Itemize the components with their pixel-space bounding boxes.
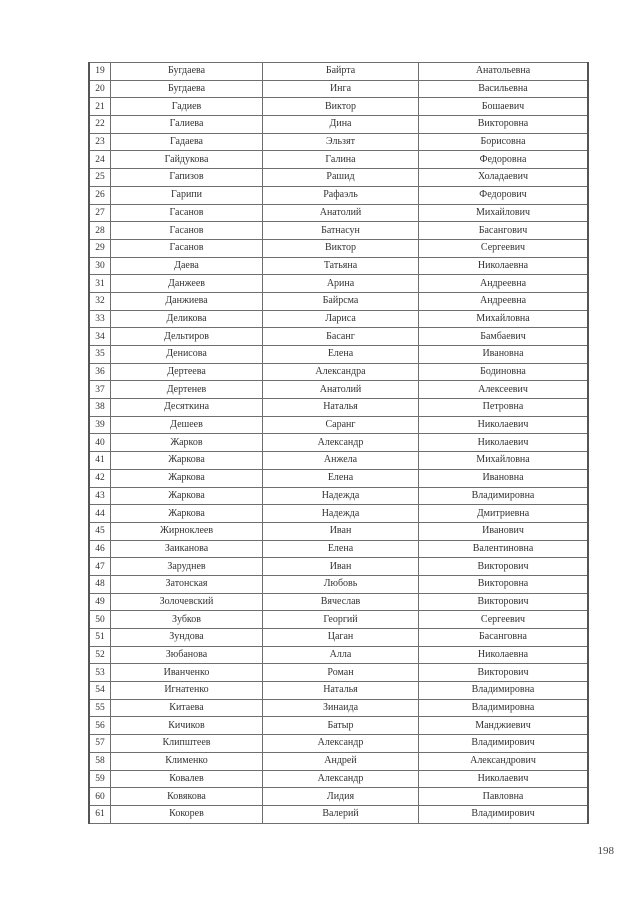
row-number-cell: 54 (89, 682, 111, 700)
patronymic-cell: Басанговна (419, 629, 589, 647)
patronymic-cell: Александрович (419, 752, 589, 770)
patronymic-cell: Николаевна (419, 257, 589, 275)
table-row (89, 310, 588, 328)
last-name-cell: Зундова (111, 629, 263, 647)
name-table (88, 62, 589, 824)
first-name-cell: Инга (263, 80, 419, 98)
patronymic-cell: Иванович (419, 522, 589, 540)
patronymic-cell: Викторович (419, 593, 589, 611)
row-number-cell: 58 (89, 752, 111, 770)
last-name-cell: Жаркова (111, 505, 263, 523)
patronymic-cell: Владимировна (419, 682, 589, 700)
first-name-cell: Цаган (263, 629, 419, 647)
table-row (89, 151, 588, 169)
row-number-cell: 40 (89, 434, 111, 452)
row-number-cell: 43 (89, 487, 111, 505)
patronymic-cell: Федоровна (419, 151, 589, 169)
row-number-cell: 52 (89, 646, 111, 664)
table-row (89, 399, 588, 417)
first-name-cell: Рашид (263, 169, 419, 187)
table-row (89, 239, 588, 257)
row-number-cell: 44 (89, 505, 111, 523)
first-name-cell: Александр (263, 770, 419, 788)
patronymic-cell: Викторович (419, 558, 589, 576)
row-number-cell: 57 (89, 735, 111, 753)
last-name-cell: Бугдаева (111, 80, 263, 98)
table-row (89, 275, 588, 293)
last-name-cell: Гайдукова (111, 151, 263, 169)
row-number-cell: 30 (89, 257, 111, 275)
first-name-cell: Валерий (263, 805, 419, 823)
last-name-cell: Заруднев (111, 558, 263, 576)
patronymic-cell: Дмитриевна (419, 505, 589, 523)
table-row (89, 257, 588, 275)
row-number-cell: 32 (89, 292, 111, 310)
table-row (89, 346, 588, 364)
last-name-cell: Кокорев (111, 805, 263, 823)
last-name-cell: Жаркова (111, 452, 263, 470)
name-table-body (89, 63, 588, 824)
table-row (89, 540, 588, 558)
last-name-cell: Зубков (111, 611, 263, 629)
first-name-cell: Александра (263, 363, 419, 381)
table-row (89, 575, 588, 593)
table-row (89, 169, 588, 187)
row-number-cell: 50 (89, 611, 111, 629)
row-number-cell: 34 (89, 328, 111, 346)
table-row (89, 186, 588, 204)
last-name-cell: Дешеев (111, 416, 263, 434)
last-name-cell: Даева (111, 257, 263, 275)
last-name-cell: Гадаева (111, 133, 263, 151)
first-name-cell: Анжела (263, 452, 419, 470)
row-number-cell: 41 (89, 452, 111, 470)
page-number: 198 (597, 845, 614, 857)
patronymic-cell: Михайловна (419, 310, 589, 328)
row-number-cell: 26 (89, 186, 111, 204)
first-name-cell: Татьяна (263, 257, 419, 275)
row-number-cell: 46 (89, 540, 111, 558)
last-name-cell: Гадиев (111, 98, 263, 116)
row-number-cell: 19 (89, 63, 111, 81)
table-row (89, 611, 588, 629)
first-name-cell: Виктор (263, 98, 419, 116)
row-number-cell: 59 (89, 770, 111, 788)
first-name-cell: Лидия (263, 788, 419, 806)
row-number-cell: 23 (89, 133, 111, 151)
table-row (89, 664, 588, 682)
first-name-cell: Наталья (263, 399, 419, 417)
patronymic-cell: Бошаевич (419, 98, 589, 116)
first-name-cell: Батнасун (263, 222, 419, 240)
table-row (89, 770, 588, 788)
patronymic-cell: Борисовна (419, 133, 589, 151)
table-row (89, 522, 588, 540)
first-name-cell: Любовь (263, 575, 419, 593)
row-number-cell: 39 (89, 416, 111, 434)
first-name-cell: Надежда (263, 505, 419, 523)
row-number-cell: 29 (89, 239, 111, 257)
row-number-cell: 53 (89, 664, 111, 682)
row-number-cell: 47 (89, 558, 111, 576)
table-row (89, 328, 588, 346)
document-sheet (88, 62, 582, 824)
patronymic-cell: Викторовна (419, 116, 589, 134)
row-number-cell: 60 (89, 788, 111, 806)
last-name-cell: Жирноклеев (111, 522, 263, 540)
row-number-cell: 22 (89, 116, 111, 134)
patronymic-cell: Андреевна (419, 292, 589, 310)
row-number-cell: 33 (89, 310, 111, 328)
patronymic-cell: Николаевич (419, 770, 589, 788)
table-row (89, 805, 588, 823)
patronymic-cell: Николаевич (419, 416, 589, 434)
row-number-cell: 27 (89, 204, 111, 222)
first-name-cell: Виктор (263, 239, 419, 257)
row-number-cell: 20 (89, 80, 111, 98)
table-row (89, 363, 588, 381)
row-number-cell: 36 (89, 363, 111, 381)
first-name-cell: Лариса (263, 310, 419, 328)
first-name-cell: Иван (263, 558, 419, 576)
first-name-cell: Надежда (263, 487, 419, 505)
first-name-cell: Байрсма (263, 292, 419, 310)
patronymic-cell: Васильевна (419, 80, 589, 98)
last-name-cell: Гарипи (111, 186, 263, 204)
first-name-cell: Елена (263, 346, 419, 364)
last-name-cell: Иванченко (111, 664, 263, 682)
first-name-cell: Иван (263, 522, 419, 540)
table-row (89, 699, 588, 717)
table-row (89, 505, 588, 523)
patronymic-cell: Павловна (419, 788, 589, 806)
last-name-cell: Деликова (111, 310, 263, 328)
first-name-cell: Саранг (263, 416, 419, 434)
last-name-cell: Китаева (111, 699, 263, 717)
first-name-cell: Галина (263, 151, 419, 169)
last-name-cell: Гапизов (111, 169, 263, 187)
last-name-cell: Данжиева (111, 292, 263, 310)
first-name-cell: Александр (263, 735, 419, 753)
row-number-cell: 25 (89, 169, 111, 187)
last-name-cell: Заиканова (111, 540, 263, 558)
last-name-cell: Клипштеев (111, 735, 263, 753)
row-number-cell: 55 (89, 699, 111, 717)
patronymic-cell: Анатольевна (419, 63, 589, 81)
last-name-cell: Десяткина (111, 399, 263, 417)
patronymic-cell: Сергеевич (419, 239, 589, 257)
last-name-cell: Жарков (111, 434, 263, 452)
first-name-cell: Анатолий (263, 204, 419, 222)
last-name-cell: Гасанов (111, 204, 263, 222)
table-row (89, 752, 588, 770)
last-name-cell: Жаркова (111, 487, 263, 505)
row-number-cell: 38 (89, 399, 111, 417)
last-name-cell: Денисова (111, 346, 263, 364)
patronymic-cell: Бамбаевич (419, 328, 589, 346)
table-row (89, 416, 588, 434)
last-name-cell: Кичиков (111, 717, 263, 735)
patronymic-cell: Манджиевич (419, 717, 589, 735)
patronymic-cell: Викторович (419, 664, 589, 682)
table-row (89, 469, 588, 487)
last-name-cell: Галиева (111, 116, 263, 134)
row-number-cell: 49 (89, 593, 111, 611)
patronymic-cell: Владимирович (419, 735, 589, 753)
last-name-cell: Затонская (111, 575, 263, 593)
first-name-cell: Вячеслав (263, 593, 419, 611)
last-name-cell: Гасанов (111, 222, 263, 240)
patronymic-cell: Владимировна (419, 487, 589, 505)
last-name-cell: Дельтиров (111, 328, 263, 346)
table-row (89, 222, 588, 240)
patronymic-cell: Николаевна (419, 646, 589, 664)
row-number-cell: 56 (89, 717, 111, 735)
row-number-cell: 21 (89, 98, 111, 116)
table-row (89, 593, 588, 611)
first-name-cell: Рафаэль (263, 186, 419, 204)
first-name-cell: Наталья (263, 682, 419, 700)
patronymic-cell: Басангович (419, 222, 589, 240)
row-number-cell: 28 (89, 222, 111, 240)
first-name-cell: Эльзят (263, 133, 419, 151)
patronymic-cell: Владимирович (419, 805, 589, 823)
patronymic-cell: Михайлович (419, 204, 589, 222)
last-name-cell: Ковалев (111, 770, 263, 788)
patronymic-cell: Михайловна (419, 452, 589, 470)
table-row (89, 717, 588, 735)
first-name-cell: Андрей (263, 752, 419, 770)
table-row (89, 434, 588, 452)
last-name-cell: Дертенев (111, 381, 263, 399)
patronymic-cell: Викторовна (419, 575, 589, 593)
last-name-cell: Данжеев (111, 275, 263, 293)
patronymic-cell: Ивановна (419, 469, 589, 487)
patronymic-cell: Бодиновна (419, 363, 589, 381)
row-number-cell: 42 (89, 469, 111, 487)
patronymic-cell: Алексеевич (419, 381, 589, 399)
last-name-cell: Игнатенко (111, 682, 263, 700)
patronymic-cell: Федорович (419, 186, 589, 204)
first-name-cell: Елена (263, 469, 419, 487)
row-number-cell: 37 (89, 381, 111, 399)
patronymic-cell: Ивановна (419, 346, 589, 364)
table-row (89, 204, 588, 222)
table-row (89, 381, 588, 399)
table-row (89, 735, 588, 753)
table-row (89, 116, 588, 134)
patronymic-cell: Сергеевич (419, 611, 589, 629)
table-row (89, 629, 588, 647)
patronymic-cell: Холадаевич (419, 169, 589, 187)
row-number-cell: 45 (89, 522, 111, 540)
first-name-cell: Байрта (263, 63, 419, 81)
first-name-cell: Алла (263, 646, 419, 664)
table-row (89, 788, 588, 806)
patronymic-cell: Валентиновна (419, 540, 589, 558)
first-name-cell: Арина (263, 275, 419, 293)
last-name-cell: Жаркова (111, 469, 263, 487)
last-name-cell: Дертеева (111, 363, 263, 381)
last-name-cell: Гасанов (111, 239, 263, 257)
table-row (89, 487, 588, 505)
first-name-cell: Анатолий (263, 381, 419, 399)
table-row (89, 80, 588, 98)
last-name-cell: Клименко (111, 752, 263, 770)
patronymic-cell: Владимировна (419, 699, 589, 717)
first-name-cell: Роман (263, 664, 419, 682)
last-name-cell: Бугдаева (111, 63, 263, 81)
table-row (89, 63, 588, 81)
patronymic-cell: Андреевна (419, 275, 589, 293)
last-name-cell: Зюбанова (111, 646, 263, 664)
first-name-cell: Зинаида (263, 699, 419, 717)
row-number-cell: 31 (89, 275, 111, 293)
patronymic-cell: Николаевич (419, 434, 589, 452)
row-number-cell: 24 (89, 151, 111, 169)
table-row (89, 133, 588, 151)
table-row (89, 682, 588, 700)
first-name-cell: Елена (263, 540, 419, 558)
table-row (89, 292, 588, 310)
patronymic-cell: Петровна (419, 399, 589, 417)
last-name-cell: Ковякова (111, 788, 263, 806)
table-row (89, 452, 588, 470)
table-row (89, 646, 588, 664)
first-name-cell: Александр (263, 434, 419, 452)
table-row (89, 98, 588, 116)
row-number-cell: 48 (89, 575, 111, 593)
first-name-cell: Дина (263, 116, 419, 134)
table-row (89, 558, 588, 576)
row-number-cell: 51 (89, 629, 111, 647)
first-name-cell: Батыр (263, 717, 419, 735)
row-number-cell: 35 (89, 346, 111, 364)
first-name-cell: Басанг (263, 328, 419, 346)
last-name-cell: Золочевский (111, 593, 263, 611)
first-name-cell: Георгий (263, 611, 419, 629)
row-number-cell: 61 (89, 805, 111, 823)
